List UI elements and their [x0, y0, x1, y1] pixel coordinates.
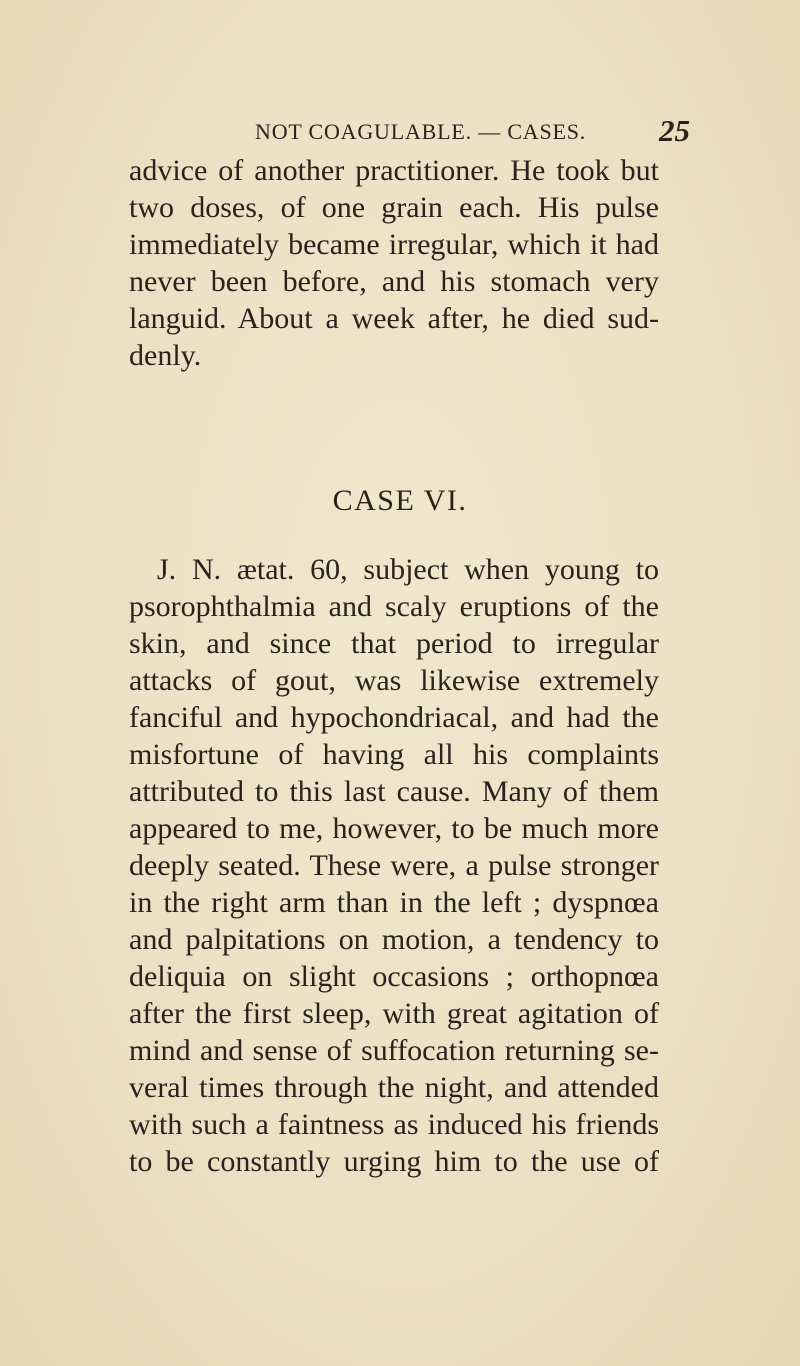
text-line: deliquia on slight occasions ; orthopnœa [129, 960, 659, 993]
text-line: misfortune of having all his complaints [129, 738, 659, 771]
text-line: two doses, of one grain each. His pulse [129, 191, 659, 224]
text-line: fanciful and hypochondriacal, and had the [129, 701, 659, 734]
page-number: 25 [659, 113, 690, 148]
text-line: and palpitations on motion, a tendency to [129, 923, 659, 956]
text-line: attacks of gout, was likewise extremely [129, 664, 659, 697]
text-line: appeared to me, however, to be much more [129, 812, 659, 845]
paragraph-1 [129, 152, 659, 374]
running-title: NOT COAGULABLE. — CASES. [255, 119, 587, 144]
text-line: skin, and since that period to irregular [129, 627, 659, 660]
text-line: mind and sense of suffocation returning se- [129, 1034, 659, 1067]
running-head [150, 113, 690, 148]
text-line: immediately became irregular, which it had [129, 228, 659, 261]
case-heading: CASE VI. [332, 484, 468, 517]
text-line: advice of another practitioner. He took but [129, 154, 659, 187]
text-line: denly. [129, 339, 202, 372]
text-line: deeply seated. These were, a pulse stronger [129, 849, 659, 882]
text-line: veral times through the night, and attended [129, 1071, 659, 1104]
text-line: J. N. ætat. 60, subject when young to [157, 553, 659, 586]
text-line: never been before, and his stomach very [129, 265, 659, 298]
text-line: in the right arm than in the left ; dyspnœa [129, 886, 659, 919]
text-line: to be constantly urging him to the use of [129, 1145, 659, 1178]
text-line: with such a faintness as induced his friends [129, 1108, 659, 1141]
text-line: after the first sleep, with great agitation of [129, 997, 659, 1030]
text-line: languid. About a week after, he died sud- [129, 302, 659, 335]
text-line: psorophthalmia and scaly eruptions of the [129, 590, 659, 623]
text-line: attributed to this last cause. Many of them [129, 775, 659, 808]
paragraph-2 [129, 551, 659, 1180]
